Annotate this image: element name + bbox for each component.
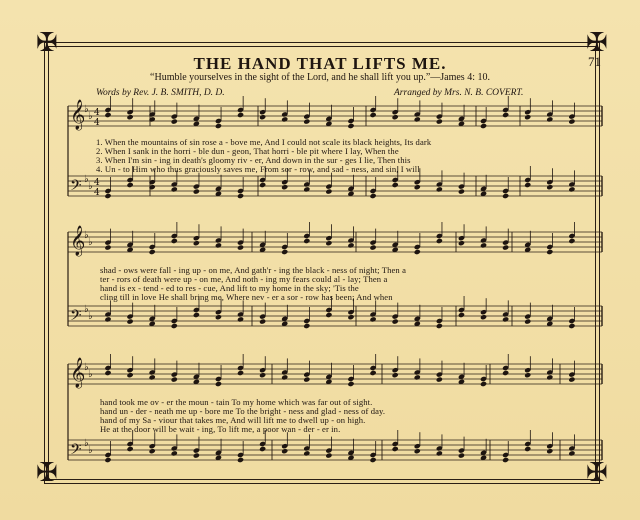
note-head [281,184,288,190]
corner-ornament-bottom-right: ✠ [586,458,608,487]
time-signature: 4 [94,188,100,198]
note-head [458,240,465,246]
lyric-line: 4. Un - to Him who thus graciously saves me, From sor - row, and sad - ness, and sin, I will [96,164,420,174]
note-head [546,374,553,380]
note-head [149,249,156,255]
note-head [104,316,111,322]
lyric-line: cling till in love He shall bring me, Where nev - er a sor - row has been; And when [100,292,393,302]
note-head [502,245,509,251]
note-head [524,114,531,120]
note-head [502,457,509,463]
flat-icon: ♭ [84,230,89,241]
note-head [392,446,399,452]
note-head [568,186,575,192]
note-head [171,238,178,244]
note-head [414,374,421,380]
note-head [546,184,553,190]
note-head [392,114,399,120]
flat-icon: ♭ [84,174,89,185]
note-head [347,123,354,129]
note-head [480,123,487,129]
note-head [458,453,465,459]
note-head [414,184,421,190]
note-head [193,312,200,318]
note-head [281,249,288,255]
note-head [414,249,421,255]
flat-icon: ♭ [84,304,89,315]
note-head [193,189,200,195]
note-head [237,193,244,199]
note-head [127,446,134,452]
note-head [325,240,332,246]
note-head [502,370,509,376]
flat-icon: ♭ [88,311,93,322]
note-head [171,323,178,329]
note-head [568,377,575,383]
note-head [104,370,111,376]
note-head [237,370,244,376]
note-head [149,374,156,380]
note-head [502,112,509,118]
time-signature: 4 [94,118,100,128]
corner-ornament-bottom-left: ✠ [36,458,58,487]
note-head [237,316,244,322]
note-head [171,119,178,125]
note-head [303,119,310,125]
flat-icon: ♭ [88,237,93,248]
note-head [436,186,443,192]
note-head [568,323,575,329]
flat-icon: ♭ [84,104,89,115]
flat-icon: ♭ [84,362,89,373]
note-head [127,319,134,325]
note-head [347,381,354,387]
note-head [104,193,111,199]
note-head [127,114,134,120]
note-head [546,116,553,122]
note-head [568,119,575,125]
treble-clef-icon: 𝄞 [70,358,86,388]
flat-icon: ♭ [88,369,93,380]
note-head [259,446,266,452]
note-head [524,182,531,188]
note-head [281,448,288,454]
note-head [392,372,399,378]
scripture-epigraph: “Humble yourselves in the sight of the Lord, and he shall lift you up.”—James 4: 10. [150,72,490,83]
note-head [303,450,310,456]
note-head [237,457,244,463]
bass-clef-icon: 𝄢 [70,177,82,198]
note-head [370,193,377,199]
note-head [546,448,553,454]
time-signature: 4 [94,178,100,188]
note-head [171,186,178,192]
note-head [259,319,266,325]
note-head [436,119,443,125]
note-head [414,448,421,454]
note-head [325,189,332,195]
note-head [303,186,310,192]
note-head [104,112,111,118]
lyric-line: hand un - der - neath me up - bore me To the bright - ness and glad - ness of day. [100,406,386,416]
note-head [502,316,509,322]
note-head [524,319,531,325]
note-head [546,249,553,255]
page-number: 71 [588,54,601,69]
time-signature: 4 [94,108,100,118]
note-head [347,314,354,320]
note-head [436,323,443,329]
note-head [458,312,465,318]
lyric-line: 2. When I sank in the horri - ble dun - geon, That horri - ble pit where I lay, When the [96,146,399,156]
words-credit: Words by Rev. J. B. SMITH, D. D. [96,88,225,98]
note-head [370,457,377,463]
corner-ornament-top-left: ✠ [36,28,58,57]
note-head [370,316,377,322]
note-head [524,446,531,452]
note-head [171,450,178,456]
note-head [370,112,377,118]
treble-clef-icon: 𝄞 [70,226,86,256]
note-head [127,182,134,188]
note-head [215,314,222,320]
lyric-line: ter - rors of death were up - on me, And noth - ing my fears could al - lay; Then a [100,274,388,284]
note-head [259,372,266,378]
note-head [237,245,244,251]
flat-icon: ♭ [88,445,93,456]
note-head [480,314,487,320]
note-head [480,381,487,387]
note-head [303,377,310,383]
note-head [171,377,178,383]
note-head [568,238,575,244]
note-head [392,182,399,188]
corner-ornament-top-right: ✠ [586,28,608,57]
note-head [215,123,222,129]
note-head [193,240,200,246]
lyric-line: He at the door will be wait - ing, To lift me, a poor wan - der - er in. [100,424,341,434]
note-head [436,238,443,244]
note-head [414,116,421,122]
note-head [149,448,156,454]
note-head [303,238,310,244]
note-head [392,319,399,325]
note-head [325,312,332,318]
lyric-line: hand is ex - tend - ed to res - cue, And lift to my home in the sky; 'Tis the [100,283,359,293]
note-head [480,242,487,248]
note-head [237,112,244,118]
note-head [259,182,266,188]
lyric-line: 3. When I'm sin - ing in death's gloomy riv - er, And down in the sur - ges I lie, Then this [96,155,411,165]
note-head [215,381,222,387]
hymn-title: THE HAND THAT LIFTS ME. [193,54,447,73]
bass-clef-icon: 𝄢 [70,441,82,462]
note-head [370,370,377,376]
note-head [127,372,134,378]
flat-icon: ♭ [88,111,93,122]
note-head [436,377,443,383]
lyric-line: hand of my Sa - viour that takes me, And will lift me to dwell up - on high. [100,415,366,425]
flat-icon: ♭ [84,438,89,449]
treble-clef-icon: 𝄞 [70,100,86,130]
note-head [568,450,575,456]
note-head [436,450,443,456]
note-head [502,193,509,199]
note-head [325,453,332,459]
note-head [104,457,111,463]
note-head [193,453,200,459]
bass-clef-icon: 𝄢 [70,307,82,328]
note-head [458,189,465,195]
note-head [215,242,222,248]
note-head [303,323,310,329]
music-credit: Arranged by Mrs. N. B. COVERT. [394,88,524,98]
note-head [281,374,288,380]
note-head [370,245,377,251]
lyric-line: shad - ows were fall - ing up - on me, And gath'r - ing the black - ness of night; Then a [100,265,406,275]
note-head [104,245,111,251]
lyric-line: hand took me ov - er the moun - tain To my home which was far out of sight. [100,397,373,407]
note-head [281,116,288,122]
lyric-line: 1. When the mountains of sin rose a - bove me, And I could not scale its black heights, Its dark [96,137,432,147]
note-head [347,242,354,248]
flat-icon: ♭ [88,181,93,192]
note-head [524,372,531,378]
note-head [259,114,266,120]
